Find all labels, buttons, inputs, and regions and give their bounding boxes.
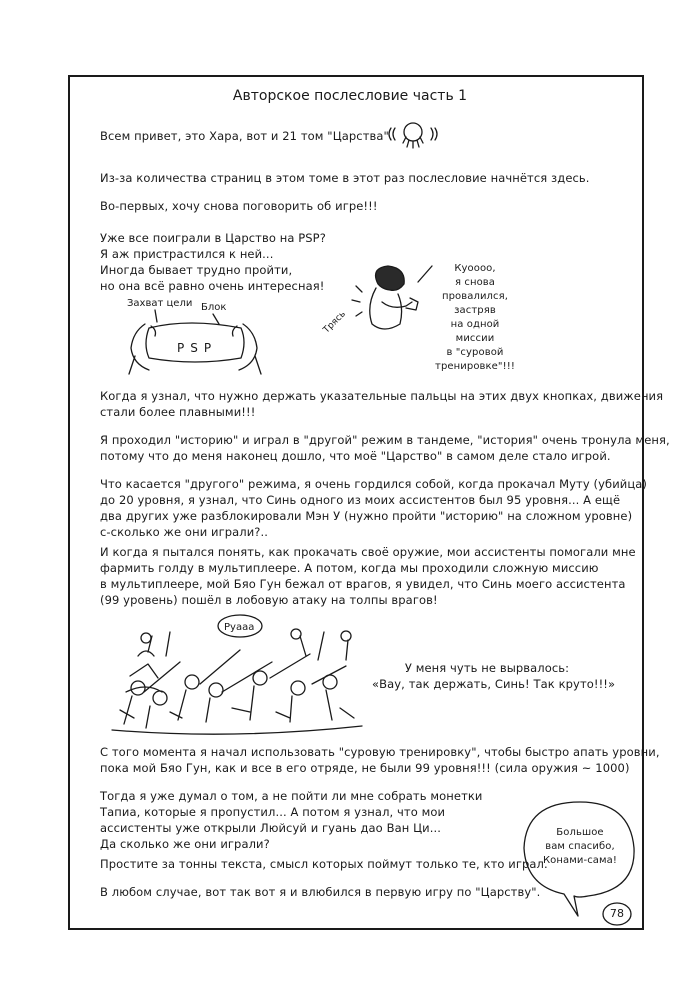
quote-line-2: «Вау, так держать, Синь! Так круто!!!» [372,677,616,691]
sorry-paragraph: Простите за тонны текста, смысл которых поймут только те, кто играл. [100,857,548,871]
buttons-line-2: стали более плавными!!! [100,405,256,419]
psp-line-1: Уже все поиграли в Царство на PSP? [100,231,326,245]
weapon-line-1: И когда я пытался понять, как прокачать своё оружие, мои ассистенты помогали мне [100,545,636,559]
other-line-3: два других уже разблокировали Мэн У (нужно пройти "историю" на сложном уровне) [100,509,633,523]
quote-line-1: У меня чуть не вырвалось: [404,661,570,675]
speech-ruaaa: Руааа [224,622,255,633]
page-title: Авторское послесловие часть 1 [232,88,468,104]
page-number: 78 [609,907,625,920]
label-block: Блок [201,302,227,313]
other-line-2: до 20 уровня, я узнал, что Синь одного из моих ассистентов был 95 уровня... А ещё [100,493,621,507]
weapon-line-2: фармить голду в мультиплеере. А потом, когда мы проходили сложную миссию [100,561,599,575]
coins-line-2: Тапиа, которые я пропустил... А потом я узнал, что мои [100,805,446,819]
intro-paragraph: Из-за количества страниц в этом томе в этот раз послесловие начнётся здесь. [100,171,590,185]
coins-line-1: Тогда я уже думал о том, а не пойти ли мне собрать монетки [100,789,483,803]
coins-line-4: Да сколько же они играли? [100,837,270,851]
other-line-4: с-сколько же они играли?.. [100,525,269,539]
psp-line-4: но она всё равно очень интересная! [100,279,325,293]
speech-kuoo: Куоооо, я снова провалился, застряв на одной миссии в "суровой тренировке"!!! [435,263,515,372]
coins-line-3: ассистенты уже открыли Люйсуй и гуань дао Ван Ци... [100,821,441,835]
author-face-icon [383,118,443,152]
training-line-1: С того момента я начал использовать "суровую тренировку", чтобы быстро апать уровни, [100,745,660,759]
weapon-line-3: в мультиплеере, мой Бяо Гун бежал от врагов, я увидел, что Синь моего ассистента [100,577,626,591]
story-line-2: потому что до меня наконец дошло, что моё "Царство" в самом деле стало игрой. [100,449,611,463]
training-line-2: пока мой Бяо Гун, как и все в его отряде, не были 99 уровня!!! (сила оружия ~ 1000) [100,761,630,775]
psp-console-illustration [125,296,265,378]
label-target: Захват цели [127,298,193,309]
anyway-paragraph: В любом случае, вот так вот я и влюбился в первую игру по "Царству". [100,885,541,899]
greeting-text: Всем привет, это Хара, вот и 21 том "Царства". [100,129,393,143]
shake-sfx: Трясь [321,309,348,336]
psp-line-3: Иногда бывает трудно пройти, [100,263,293,277]
first-paragraph: Во-первых, хочу снова поговорить об игре!!! [100,199,378,213]
buttons-line-1: Когда я узнал, что нужно держать указательные пальцы на этих двух кнопках, движения [100,389,664,403]
speech-thanks: Большое вам спасибо, Конами-сама! [542,827,618,866]
story-line-1: Я проходил "историю" и играл в "другой" режим в тандеме, "история" очень тронула меня, [100,433,670,447]
author-playing-illustration [322,262,432,352]
other-line-1: Что касается "другого" режима, я очень гордился собой, когда прокачал Муту (убийца) [100,477,648,491]
psp-line-2: Я аж пристрастился к ней... [100,247,274,261]
battle-illustration [100,612,370,742]
weapon-line-4: (99 уровень) пошёл в лобовую атаку на толпы врагов! [100,593,438,607]
psp-logo-text: PSP [177,341,218,355]
